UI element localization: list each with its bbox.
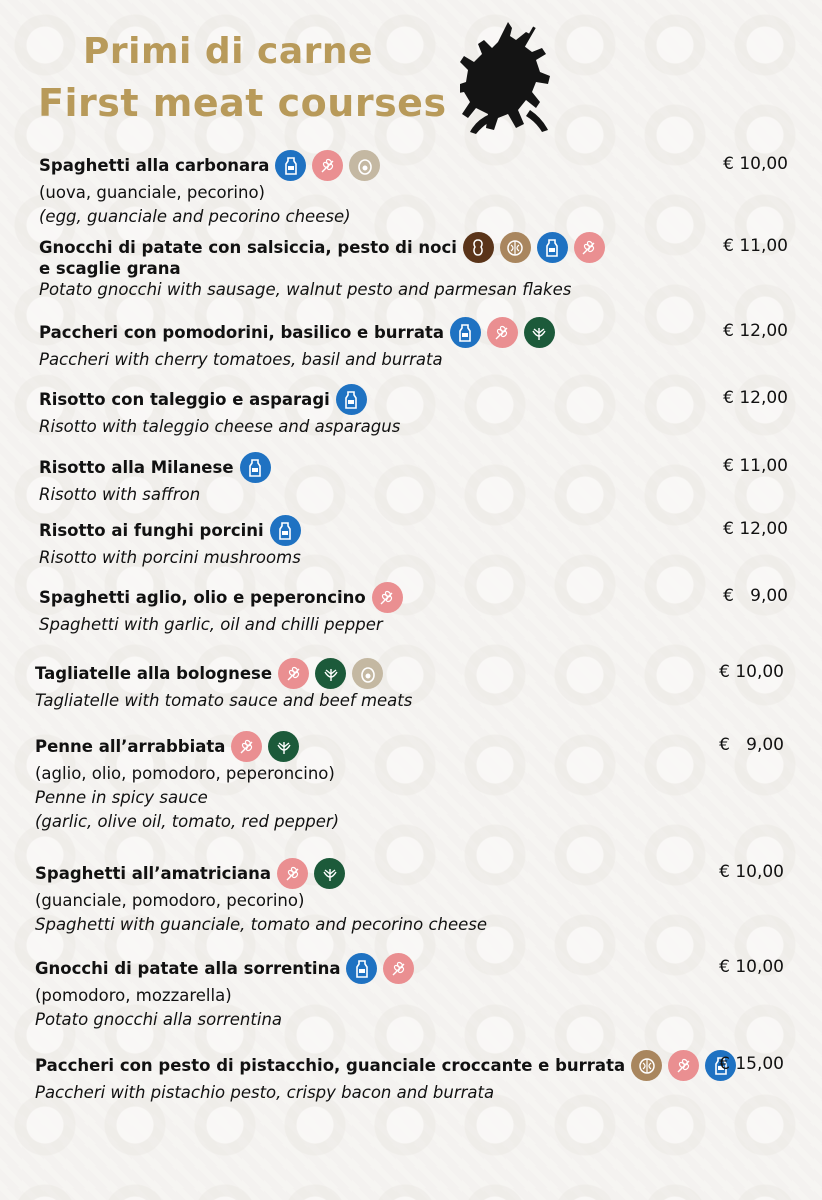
dish-description-english: Potato gnocchi alla sorrentina <box>35 1010 283 1029</box>
dish-name-row <box>39 150 822 181</box>
dish-ingredients-italian: (pomodoro, mozzarella) <box>35 986 232 1005</box>
gluten-allergen-icon <box>574 232 605 263</box>
allergen-icons <box>277 858 345 889</box>
dish-name: Penne all’arrabbiata <box>35 737 226 756</box>
section-title-english: First meat courses <box>38 81 447 125</box>
dish-name: Risotto ai funghi porcini <box>39 521 264 540</box>
dish-name: Paccheri con pesto di pistacchio, guanciale croccante e burrata <box>35 1056 626 1075</box>
dish-price: € 10,00 <box>719 662 784 682</box>
dish-description-english: (garlic, olive oil, tomato, red pepper) <box>35 812 340 831</box>
allergen-icons <box>346 953 414 984</box>
menu-item <box>0 452 822 507</box>
gluten-allergen-icon <box>372 582 403 613</box>
milk-allergen-icon <box>240 452 271 483</box>
dish-description-english: Risotto with porcini mushrooms <box>39 548 301 567</box>
dish-description-english: Risotto with taleggio cheese and asparagus <box>39 417 401 436</box>
peanut-allergen-icon <box>463 232 494 263</box>
menu-item <box>0 582 822 637</box>
dish-name: Spaghetti alla carbonara <box>39 156 270 175</box>
dish-description-english: (egg, guanciale and pecorino cheese) <box>39 207 351 226</box>
dish-description-english: Risotto with saffron <box>39 485 201 504</box>
dish-price: € 12,00 <box>723 321 788 341</box>
gluten-allergen-icon <box>277 858 308 889</box>
dish-price: € 9,00 <box>719 735 784 755</box>
dish-description-english: Spaghetti with garlic, oil and chilli pepper <box>39 615 383 634</box>
milk-allergen-icon <box>346 953 377 984</box>
milk-allergen-icon <box>450 317 481 348</box>
dish-name-row <box>35 731 822 762</box>
dish-name-row <box>39 384 822 415</box>
dish-name-row <box>35 858 822 889</box>
menu-item <box>0 384 822 439</box>
dish-name-row <box>39 515 822 546</box>
allergen-icons <box>270 515 301 546</box>
allergen-icons <box>463 232 605 263</box>
dish-price: € 12,00 <box>723 519 788 539</box>
dish-name: Risotto con taleggio e asparagi <box>39 390 330 409</box>
dish-ingredients-italian: (guanciale, pomodoro, pecorino) <box>35 891 305 910</box>
menu-header <box>38 31 447 125</box>
dish-price: € 15,00 <box>719 1054 784 1074</box>
milk-allergen-icon <box>336 384 367 415</box>
milk-allergen-icon <box>270 515 301 546</box>
section-title-italian: Primi di carne <box>83 31 373 72</box>
milk-allergen-icon <box>537 232 568 263</box>
celery-allergen-icon <box>315 658 346 689</box>
st-george-dragon-logo-icon <box>460 18 556 136</box>
dish-description-english: Paccheri with cherry tomatoes, basil and burrata <box>39 350 443 369</box>
dish-ingredients-italian: (aglio, olio, pomodoro, peperoncino) <box>35 764 335 783</box>
dish-price: € 10,00 <box>723 154 788 174</box>
dish-name: Risotto alla Milanese <box>39 458 234 477</box>
allergen-icons <box>240 452 271 483</box>
dish-description-english: Tagliatelle with tomato sauce and beef meats <box>35 691 413 710</box>
dish-name: Paccheri con pomodorini, basilico e burrata <box>39 323 444 342</box>
celery-allergen-icon <box>314 858 345 889</box>
dish-description-english: Penne in spicy sauce <box>35 788 208 807</box>
celery-allergen-icon <box>268 731 299 762</box>
allergen-icons <box>231 731 299 762</box>
menu-item <box>0 1050 822 1105</box>
dish-price: € 12,00 <box>723 388 788 408</box>
celery-allergen-icon <box>524 317 555 348</box>
gluten-allergen-icon <box>312 150 343 181</box>
dish-name: Spaghetti all’amatriciana <box>35 864 272 883</box>
egg-allergen-icon <box>352 658 383 689</box>
allergen-icons <box>275 150 380 181</box>
gluten-allergen-icon <box>278 658 309 689</box>
gluten-allergen-icon <box>231 731 262 762</box>
dish-name-continued: e scaglie grana <box>39 259 181 278</box>
menu-item <box>0 658 822 713</box>
menu-item <box>0 858 822 937</box>
dish-name-row <box>39 452 822 483</box>
nuts-allergen-icon <box>631 1050 662 1081</box>
menu-item <box>0 232 822 302</box>
allergen-icons <box>372 582 403 613</box>
dish-name-row <box>39 582 822 613</box>
gluten-allergen-icon <box>668 1050 699 1081</box>
allergen-icons <box>278 658 383 689</box>
dish-ingredients-italian: (uova, guanciale, pecorino) <box>39 183 265 202</box>
dish-name: Spaghetti aglio, olio e peperoncino <box>39 588 366 607</box>
dish-name-row <box>35 658 822 689</box>
menu-item <box>0 953 822 1032</box>
dish-price: € 10,00 <box>719 862 784 882</box>
menu-item <box>0 150 822 229</box>
dish-price: € 9,00 <box>723 586 788 606</box>
dish-name: Tagliatelle alla bolognese <box>35 664 273 683</box>
dish-name: Gnocchi di patate alla sorrentina <box>35 959 341 978</box>
dish-name-row <box>35 1050 822 1081</box>
dish-price: € 11,00 <box>723 456 788 476</box>
egg-allergen-icon <box>349 150 380 181</box>
gluten-allergen-icon <box>383 953 414 984</box>
dish-price: € 11,00 <box>723 236 788 256</box>
dish-name: Gnocchi di patate con salsiccia, pesto di noci <box>39 238 457 257</box>
menu-item <box>0 515 822 570</box>
gluten-allergen-icon <box>487 317 518 348</box>
allergen-icons <box>336 384 367 415</box>
menu-item <box>0 317 822 372</box>
dish-description-english: Potato gnocchi with sausage, walnut pesto and parmesan flakes <box>39 280 572 299</box>
milk-allergen-icon <box>275 150 306 181</box>
dish-price: € 10,00 <box>719 957 784 977</box>
menu-item <box>0 731 822 834</box>
dish-name-row <box>35 953 822 984</box>
dish-description-english: Paccheri with pistachio pesto, crispy bacon and burrata <box>35 1083 495 1102</box>
dish-name-row <box>39 317 822 348</box>
dish-description-english: Spaghetti with guanciale, tomato and pecorino cheese <box>35 915 488 934</box>
allergen-icons <box>450 317 555 348</box>
nuts-allergen-icon <box>500 232 531 263</box>
